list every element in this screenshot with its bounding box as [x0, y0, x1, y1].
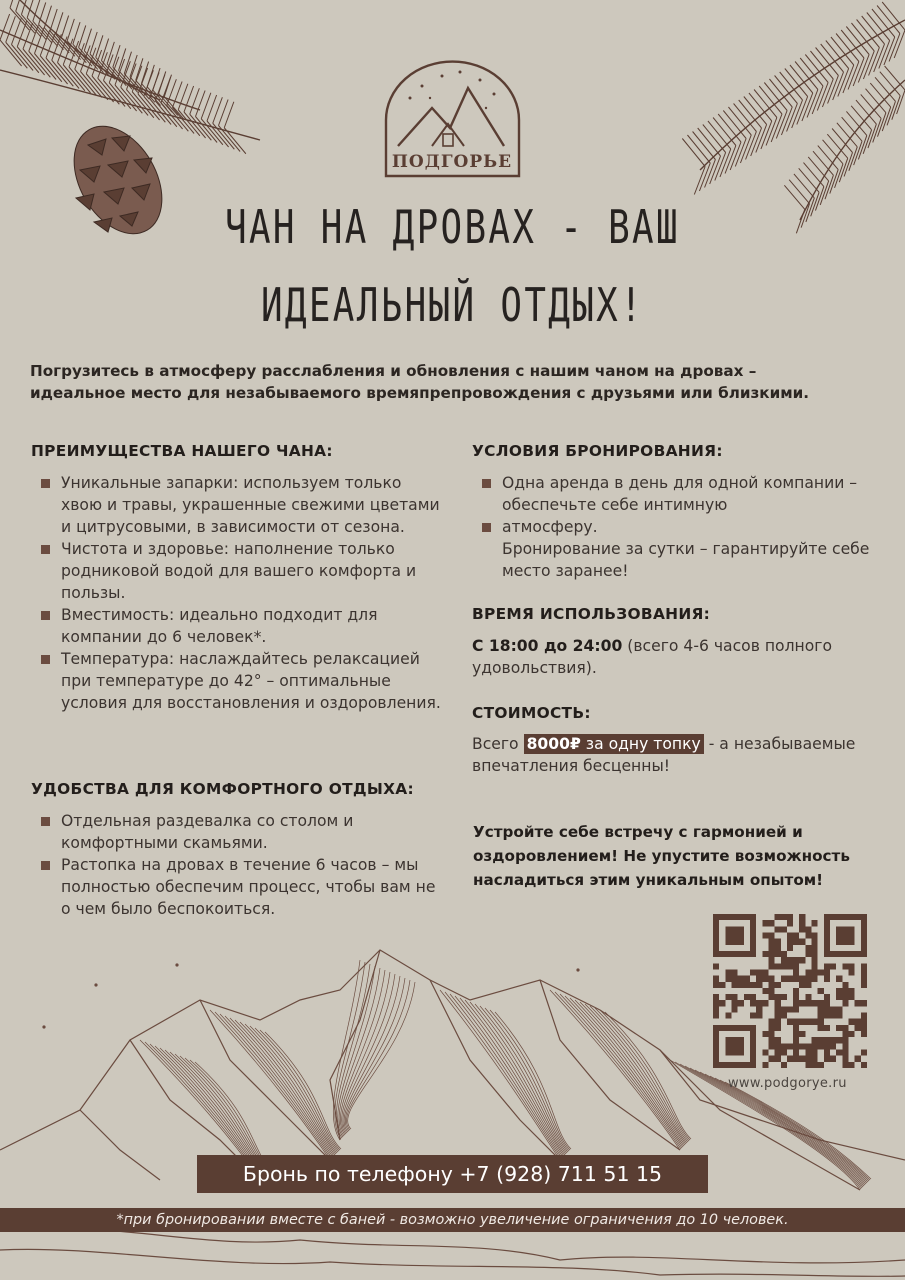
bullet-square-icon	[482, 523, 491, 532]
cost-text: Всего 8000₽ за одну топку - а незабываемые впечатления бесценны!	[472, 735, 856, 775]
bullet-square-icon	[41, 611, 50, 620]
bullet-square-icon	[41, 655, 50, 664]
booking-heading: УСЛОВИЯ БРОНИРОВАНИЯ:	[472, 442, 723, 460]
phone-booking-bar[interactable]: Бронь по телефону +7 (928) 711 51 15	[197, 1155, 708, 1193]
list-item: Отдельная раздевалка со столом и комфортными скамьями.	[31, 810, 441, 854]
list-item: Температура: наслаждайтесь релаксацией при температуре до 42° – оптимальные условия для восстановления и оздоровления.	[31, 648, 441, 714]
amenities-heading: УДОБСТВА ДЛЯ КОМФОРТНОГО ОТДЫХА:	[31, 780, 414, 798]
list-item: Вместимость: идеально подходит для компании до 6 человек*.	[31, 604, 441, 648]
pine-needles-left	[0, 0, 246, 154]
price-value: 8000₽	[526, 735, 581, 753]
bullet-square-icon	[41, 861, 50, 870]
list-item: Уникальные запарки: используем только хвою и травы, украшенные свежими цветами и цитрусовыми, в зависимости от сезона.	[31, 472, 441, 538]
bullet-square-icon	[41, 479, 50, 488]
usage-heading: ВРЕМЯ ИСПОЛЬЗОВАНИЯ:	[472, 605, 711, 623]
call-to-action: Устройте себе встречу с гармонией и оздоровлением! Не упустите возможность насладиться этим уникальным опытом!	[473, 823, 850, 889]
booking-list	[472, 472, 872, 582]
usage-text	[472, 635, 872, 679]
intro-line1: Погрузитесь в атмосферу расслабления и обновления с нашим чаном на дровах –	[30, 362, 757, 380]
list-item: Одна аренда в день для одной компании – обеспечьте себе интимную	[472, 472, 872, 516]
usage-detail: (всего 4-6 часов полного удовольствия).	[472, 637, 833, 677]
bullet-square-icon	[41, 817, 50, 826]
brand-name: ПОДГОРЬЕ	[391, 152, 513, 172]
list-item: Растопка на дровах в течение 6 часов – мы полностью обеспечим процесс, чтобы вам не о чем было беспокоиться.	[31, 854, 441, 920]
price-highlight: 8000₽ за одну топку	[524, 734, 704, 754]
page-title-line1: ЧАН НА ДРОВАХ - ВАШ	[225, 200, 680, 254]
advantages-heading: ПРЕИМУЩЕСТВА НАШЕГО ЧАНА:	[31, 442, 333, 460]
footnote-bar: *при бронировании вместе с баней - возможно увеличение ограничения до 10 человек.	[0, 1208, 905, 1232]
bullet-square-icon	[41, 545, 50, 554]
cost-heading: СТОИМОСТЬ:	[472, 704, 591, 722]
usage-time: С 18:00 до 24:00	[472, 637, 623, 655]
qr-code-icon[interactable]	[713, 914, 867, 1068]
intro-text	[30, 360, 880, 404]
advantages-list	[31, 472, 441, 714]
page-title-line2: ИДЕАЛЬНЫЙ ОТДЫХ!	[260, 278, 645, 332]
stars-dots	[42, 963, 579, 1028]
intro-line2: идеальное место для незабываемого времяпрепровождения с друзьями или близкими.	[30, 384, 810, 402]
list-item: атмосферу. Бронирование за сутки – гарантируйте себе место заранее!	[472, 516, 872, 582]
bullet-square-icon	[482, 479, 491, 488]
list-item: Чистота и здоровье: наполнение только родниковой водой для вашего комфорта и пользы.	[31, 538, 441, 604]
website-link[interactable]: www.podgorye.ru	[728, 1076, 847, 1091]
pine-needles-right	[682, 2, 905, 233]
amenities-list	[31, 810, 441, 920]
